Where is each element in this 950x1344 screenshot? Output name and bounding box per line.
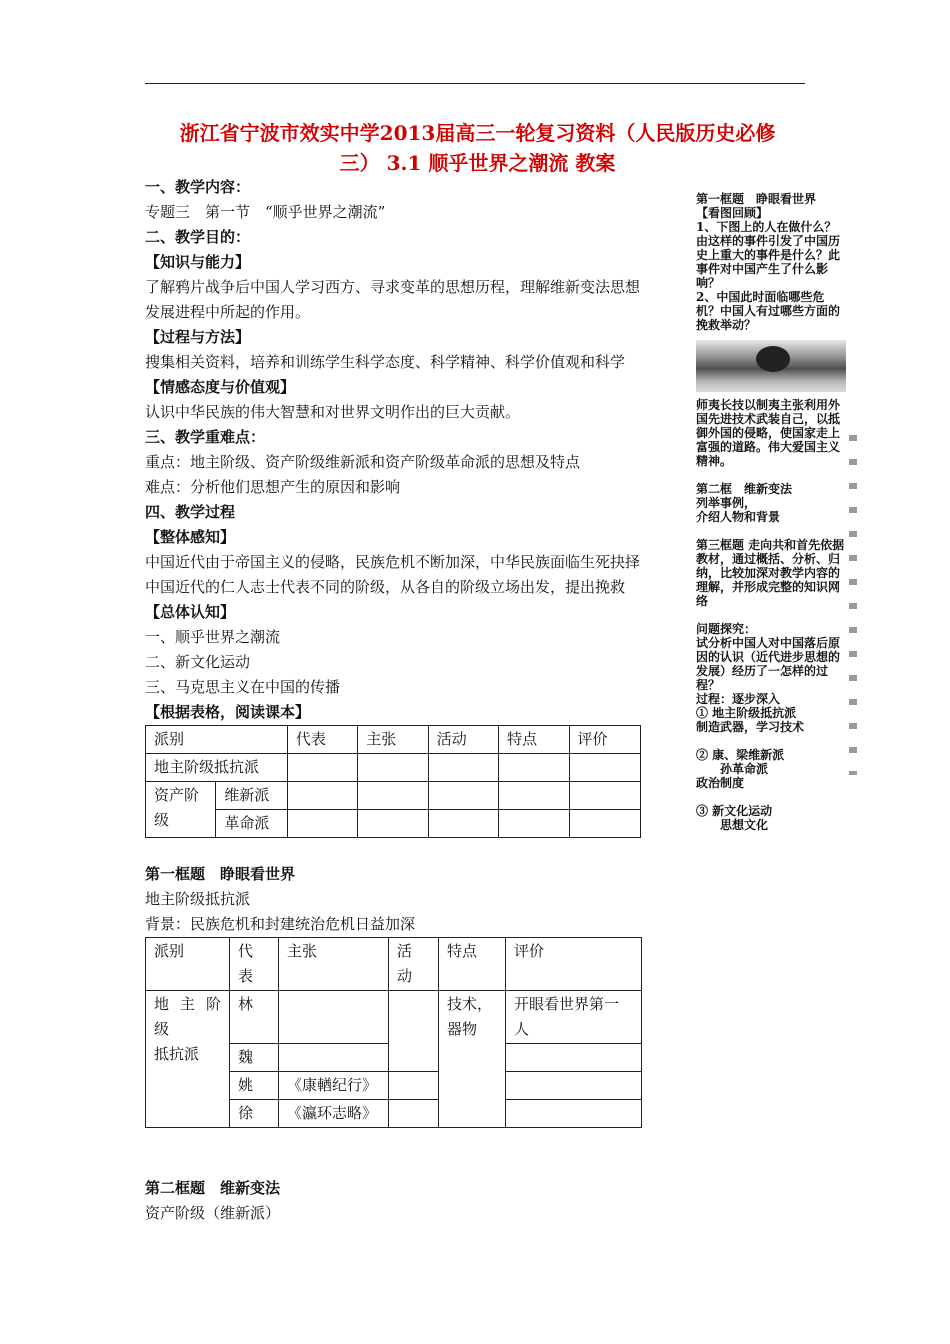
list-item: 一、顺乎世界之潮流 — [145, 628, 281, 646]
note-text: 介绍人物和背景 — [696, 510, 781, 524]
table-header: 主张 — [279, 938, 389, 991]
note-text: 师夷长技以制夷主张利用外国先进技术武装自己，以抵御外国的侵略，使国家走上富强的道路。伟大爱国主义精神。 — [696, 398, 841, 468]
note-text: 第三框题 走向共和首先依据教材，通过概括、分析、归纳，比较加深对教学内容的理解，并形成完整的知识网络 — [696, 538, 845, 608]
main-content — [145, 175, 685, 1226]
paragraph: 地主阶级抵抗派 — [145, 890, 251, 908]
subheading: 【整体感知】 — [145, 528, 236, 546]
subheading: 【知识与能力】 — [145, 253, 251, 271]
paragraph: 背景：民族危机和封建统治危机日益加深 — [145, 915, 416, 933]
table-header: 主张 — [358, 726, 428, 754]
list-item: 三、马克思主义在中国的传播 — [145, 678, 341, 696]
subheading: 【根据表格，阅读课本】 — [145, 703, 311, 721]
table-header: 派别 — [146, 726, 288, 754]
note-text: 孙革命派 — [696, 762, 769, 776]
note-text: 过程：逐步深入 — [696, 692, 781, 706]
note-text: 政治制度 — [696, 776, 745, 790]
note-text: ③ 新文化运动 — [696, 804, 773, 818]
paragraph: 中国近代的仁人志士代表不同的阶级，从各自的阶级立场出发，提出挽救 — [145, 578, 626, 596]
table-row — [146, 754, 641, 782]
note-text: 制造武器，学习技术 — [696, 720, 805, 734]
note-heading: 第二框 维新变法 — [696, 482, 793, 496]
section-heading: 三、教学重难点： — [145, 428, 266, 446]
section-heading: 一、教学内容： — [145, 178, 251, 196]
paragraph: 专题三 第一节 “顺乎世界之潮流” — [145, 203, 386, 221]
summary-table — [145, 725, 641, 838]
note-heading: 第一框题 睁眼看世界 — [696, 192, 817, 206]
note-text: ① 地主阶级抵抗派 — [696, 706, 797, 720]
table-header: 评价 — [569, 726, 640, 754]
title-line-1: 浙江省宁波市效实中学2013届高三一轮复习资料（人民版历史必修 — [179, 121, 776, 145]
note-text: 1、下图上的人在做什么？由这样的事件引发了中国历史上重大的事件是什么？此事件对中国产生了什么影响？ — [696, 220, 841, 290]
subheading: 【总体认知】 — [145, 603, 236, 621]
historical-photo — [696, 340, 846, 392]
table-row — [146, 938, 642, 991]
document-title — [145, 118, 810, 178]
section-heading: 第一框题 睁眼看世界 — [145, 865, 296, 883]
note-text: 试分析中国人对中国落后原因的认识（近代进步思想的发展）经历了一怎样的过程？ — [696, 636, 841, 692]
subheading: 【过程与方法】 — [145, 328, 251, 346]
list-item: 二、新文化运动 — [145, 653, 251, 671]
paragraph: 资产阶级（维新派） — [145, 1204, 281, 1222]
title-line-2: 三） 3.1 顺乎世界之潮流 教案 — [339, 151, 616, 175]
table-cell: 技术， 器物 — [439, 991, 506, 1128]
table-header: 代 表 — [230, 938, 279, 991]
paragraph: 重点：地主阶级、资产阶级维新派和资产阶级革命派的思想及特点 — [145, 453, 581, 471]
header-rule — [145, 83, 805, 84]
faction-table — [145, 937, 642, 1128]
margin-notes — [696, 192, 846, 832]
table-row — [146, 991, 642, 1044]
table-row — [146, 726, 641, 754]
note-text: 列举事例， — [696, 496, 757, 510]
subheading: 【情感态度与价值观】 — [145, 378, 296, 396]
paragraph: 发展进程中所起的作用。 — [145, 303, 311, 321]
paragraph: 搜集相关资料，培养和训练学生科学态度、科学精神、科学价值观和科学 — [145, 353, 626, 371]
paragraph: 了解鸦片战争后中国人学习西方、寻求变革的思想历程，理解维新变法思想 — [145, 278, 641, 296]
paragraph: 中国近代由于帝国主义的侵略，民族危机不断加深，中华民族面临生死抉择 — [145, 553, 641, 571]
table-cell: 维新派 — [216, 782, 287, 810]
table-cell: 地主阶级抵抗派 — [146, 754, 288, 782]
section-heading: 第二框题 维新变法 — [145, 1179, 281, 1197]
section-heading: 四、教学过程 — [145, 503, 236, 521]
section-heading: 二、教学目的： — [145, 228, 251, 246]
table-cell: 地 主 阶 级 抵抗派 — [146, 991, 230, 1128]
paragraph: 认识中华民族的伟大智慧和对世界文明作出的巨大贡献。 — [145, 403, 521, 421]
table-header: 特点 — [439, 938, 506, 991]
note-text: 思想文化 — [696, 818, 769, 832]
note-text: ② 康、梁维新派 — [696, 748, 785, 762]
paragraph: 难点：分析他们思想产生的原因和影响 — [145, 478, 401, 496]
table-header: 代表 — [287, 726, 357, 754]
table-header: 派别 — [146, 938, 230, 991]
table-cell: 资产阶 级 — [146, 782, 216, 838]
table-header: 特点 — [499, 726, 569, 754]
table-row — [146, 810, 641, 838]
table-cell: 开眼看世界第一 人 — [506, 991, 642, 1044]
note-text: 2、中国此时面临哪些危机？中国人有过哪些方面的挽救举动？ — [696, 290, 841, 332]
table-cell: 魏 — [230, 1044, 279, 1072]
table-cell: 《康輶纪行》 — [279, 1072, 389, 1100]
table-header: 评价 — [506, 938, 642, 991]
table-cell: 林 — [230, 991, 279, 1044]
table-cell: 《瀛环志略》 — [279, 1100, 389, 1128]
table-cell: 姚 — [230, 1072, 279, 1100]
note-heading: 问题探究： — [696, 622, 757, 636]
margin-marks — [849, 435, 857, 775]
table-row — [146, 782, 641, 810]
table-header: 活动 — [428, 726, 498, 754]
table-header: 活 动 — [389, 938, 439, 991]
table-cell: 徐 — [230, 1100, 279, 1128]
table-cell: 革命派 — [216, 810, 287, 838]
note-heading: 【看图回顾】 — [696, 206, 769, 220]
